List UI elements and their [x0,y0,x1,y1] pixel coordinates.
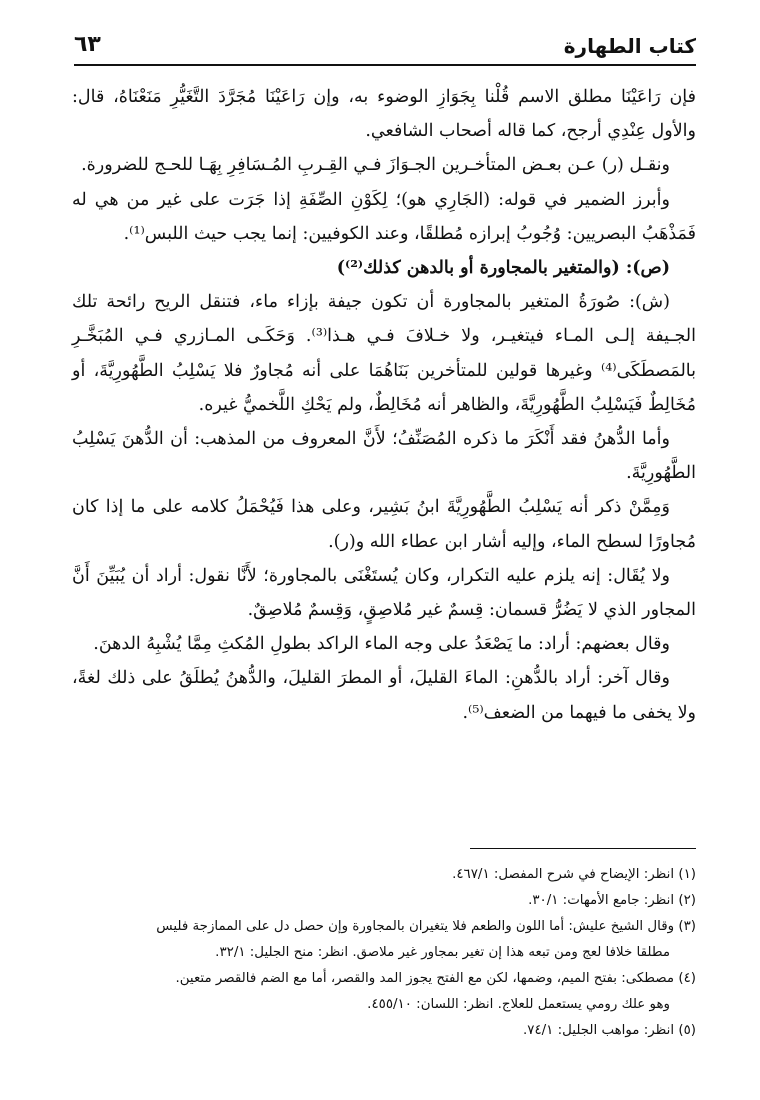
footnote: (٢) انظر: جامع الأمهات: ٣٠/١. [528,893,696,908]
page-number: ٦٣ [74,32,101,57]
footnote-continuation: وهو علك رومي يستعمل للعلاج. انظر: اللسان: ٤٥٥/١٠. [367,997,670,1012]
footnote: (١) انظر: الإيضاح في شرح المفصل: ٤٦٧/١. [452,867,696,882]
footnote-continuation: مطلقا خلافا لعج ومن تبعه هذا إن تغير بمجاور غير ملاصق. انظر: منح الجليل: ٣٢/١. [215,945,670,960]
page-header [74,26,696,62]
paragraph: ولا يُقَال: إنه يلزم عليه التكرار، وكان يُستَغْنَى بالمجاورة؛ لأَنَّا نقول: أراد أن يُبَيِّنَ أَنَّ المجاور الذي لا يَضُرُّ قسمان: قِسمٌ غير مُلاصِقٍ، وَقِسمٌ مُلاصِقٌ. [72,565,696,621]
paragraph: ونقـل (ر) عـن بعـض المتأخـرين الجـوَازَ فـي القِـربِ المُـسَافِرِ بِهَـا للحـج للضرورة. [81,155,670,176]
header-rule [74,64,696,66]
paragraph: (ش): صُورَةُ المتغير بالمجاورة أن تكون جيفة بإزاء ماء، فتنقل الريح رائحة تلك الجـيفة إلـى المـاء فيتغيـر، ولا خـلافَ فـي هـذا⁽³⁾. وَحَكَـى المـازري فـي المُبَخَّـرِ بالمَصطَكَى⁽⁴⁾ وغيرها قولين للمتأخرين بَنَاهُمَا على أنه مُجاورٌ فلا يَسْلِبُ الطَّهُورِيَّةَ، أو مُخَالِطٌ فَيَسْلِبُ الطَّهُورِيَّةَ، والظاهر أنه مُخَالِطٌ، ولم يَحْكِ اللَّخميُّ غيره. [72,292,696,415]
footnote-separator [470,848,696,849]
paragraph: وقال آخر: أراد بالدُّهنِ: الماءَ القليلَ، أو المطرَ القليلَ، والدُّهنُ يُطلَقُ على ذلك لغةً، ولا يخفى ما فيهما من الضعف⁽⁵⁾. [72,668,696,723]
footnote: (٣) وقال الشيخ عليش: أما اللون والطعم فلا يتغيران بالمجاورة وإن حصل دل على الممازجة فليس [156,919,696,934]
footnote: (٥) انظر: مواهب الجليل: ٧٤/١. [523,1023,696,1038]
footnotes [72,862,696,1044]
running-title: كتاب الطهارة [563,34,696,58]
main-text [72,80,696,730]
paragraph: وقال بعضهم: أراد: ما يَصْعَدُ على وجه الماء الراكد بطولِ المُكثِ مِمَّا يُشْبِهُ الدهنَ. [93,634,670,655]
paragraph: فإن رَاعَيْنَا مطلق الاسم قُلْنا بِجَوَازِ الوضوء به، وإن رَاعَيْنَا مُجَرَّدَ التَّغَيُّرِ مَنَعْنَاهُ، قال: والأول عِنْدِي أرجح، كما قاله أصحاب الشافعي. [72,87,696,142]
paragraph: وأما الدُّهنُ فقد أَنْكَرَ ما ذكره المُصَنِّفُ؛ لأَنَّ المعروف من المذهب: أن الدُّهنَ يَسْلِبُ الطَّهُورِيَّةَ. [72,429,696,484]
footnote: (٤) مصطكى: بفتح الميم، وضمها، لكن مع الفتح يجوز المد والقصر، أما مع الضم فالقصر متعين. [175,971,696,986]
paragraph: وأبرز الضمير في قوله: (الجَارِي هو)؛ لِكَوْنِ الصِّفَةِ إذا جَرَت على غير من هي له فَمَذْهَبُ البصريين: وُجُوبُ إبرازه مُطلقًا، وعند الكوفيين: إنما يجب حيث اللبس⁽¹⁾. [72,189,696,244]
paragraph: وَمِمَّنْ ذكر أنه يَسْلِبُ الطَّهُورِيَّةَ ابنُ بَشِير، وعلى هذا فَيُحْمَلُ كلامه على ما إذا كان مُجاورًا لسطح الماء، وإليه أشار ابن عطاء الله و(ر). [72,497,696,552]
text-quote-heading: (ص): (والمتغير بالمجاورة أو بالدهن كذلك⁽²⁾) [336,258,670,279]
